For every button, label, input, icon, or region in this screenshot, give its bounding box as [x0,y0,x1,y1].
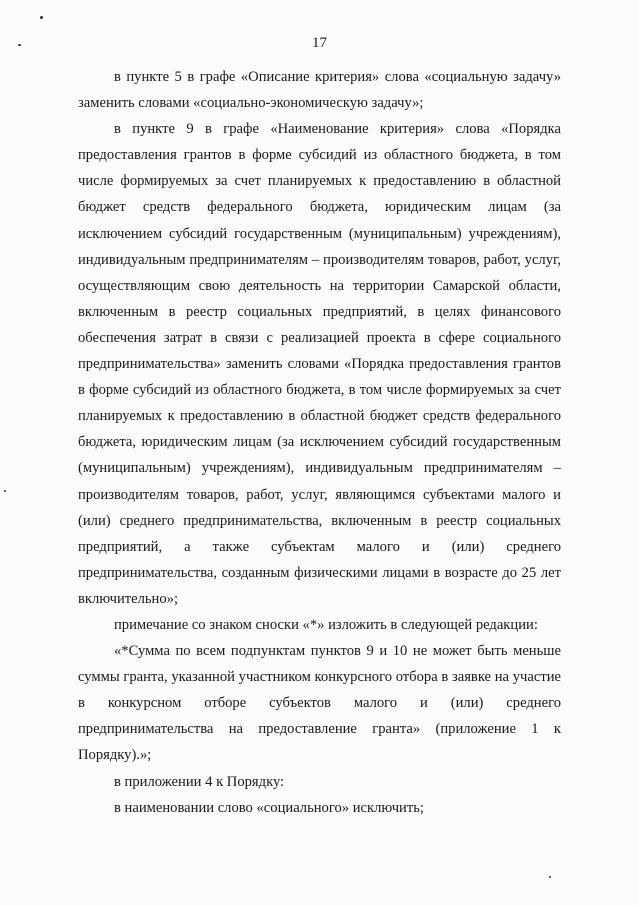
paragraph-item-9-amendment: в пункте 9 в графе «Наименование критерия» слова «Порядка предоставления грантов в форме субсидий из областного бюджета, в том числе формируемых за счет планируемых к предоставлению в областной бюджет средств федерального бюджета, юридическим лицам (за исключением субсидий государственным (муниципальным) учреждениям), индивидуальным предпринимателям – производителям товаров, работ, услуг, осуществляющим свою деятельность на территории Самарской области, включенным в реестр социальных предприятий, в целях финансового обеспечения затрат в связи с реализацией проекта в сфере социального предпринимательства» заменить словами «Порядка предоставления грантов в форме субсидий из областного бюджета, в том числе формируемых за счет планируемых к предоставлению в областной бюджет средств федерального бюджета, юридическим лицам (за исключением субсидий государственным (муниципальным) учреждениям), индивидуальным предпринимателям – производителям товаров, работ, услуг, являющимся субъектами малого и (или) среднего предпринимательства, включенным в реестр социальных предприятий, а также субъектам малого и (или) среднего предпринимательства, созданным физическими лицами в возрасте до 25 лет включительно»; [78,121,561,607]
page-number: 17 [312,35,327,51]
paragraph-item-5-amendment: в пункте 5 в графе «Описание критерия» слова «социальную задачу» заменить словами «социально-экономическую задачу»; [78,69,561,112]
scan-speck [40,16,43,19]
paragraph-footnote-text: «*Сумма по всем подпунктам пунктов 9 и 10 не может быть меньше суммы гранта, указанной участником конкурсного отбора в заявке на участие в конкурсном отборе субъектов малого и (или) среднего предпринимательства на предоставление гранта» (приложение 1 к Порядку).»; [78,643,561,764]
paragraph-footnote-note: примечание со знаком сноски «*» изложить в следующей редакции: [114,616,538,633]
paragraph-appendix-4: в приложении 4 к Порядку: [114,773,285,790]
paragraph-title-change: в наименовании слово «социального» исключить; [114,799,424,816]
document-body [78,64,561,821]
scan-speck [549,876,551,878]
scan-speck [4,490,6,492]
